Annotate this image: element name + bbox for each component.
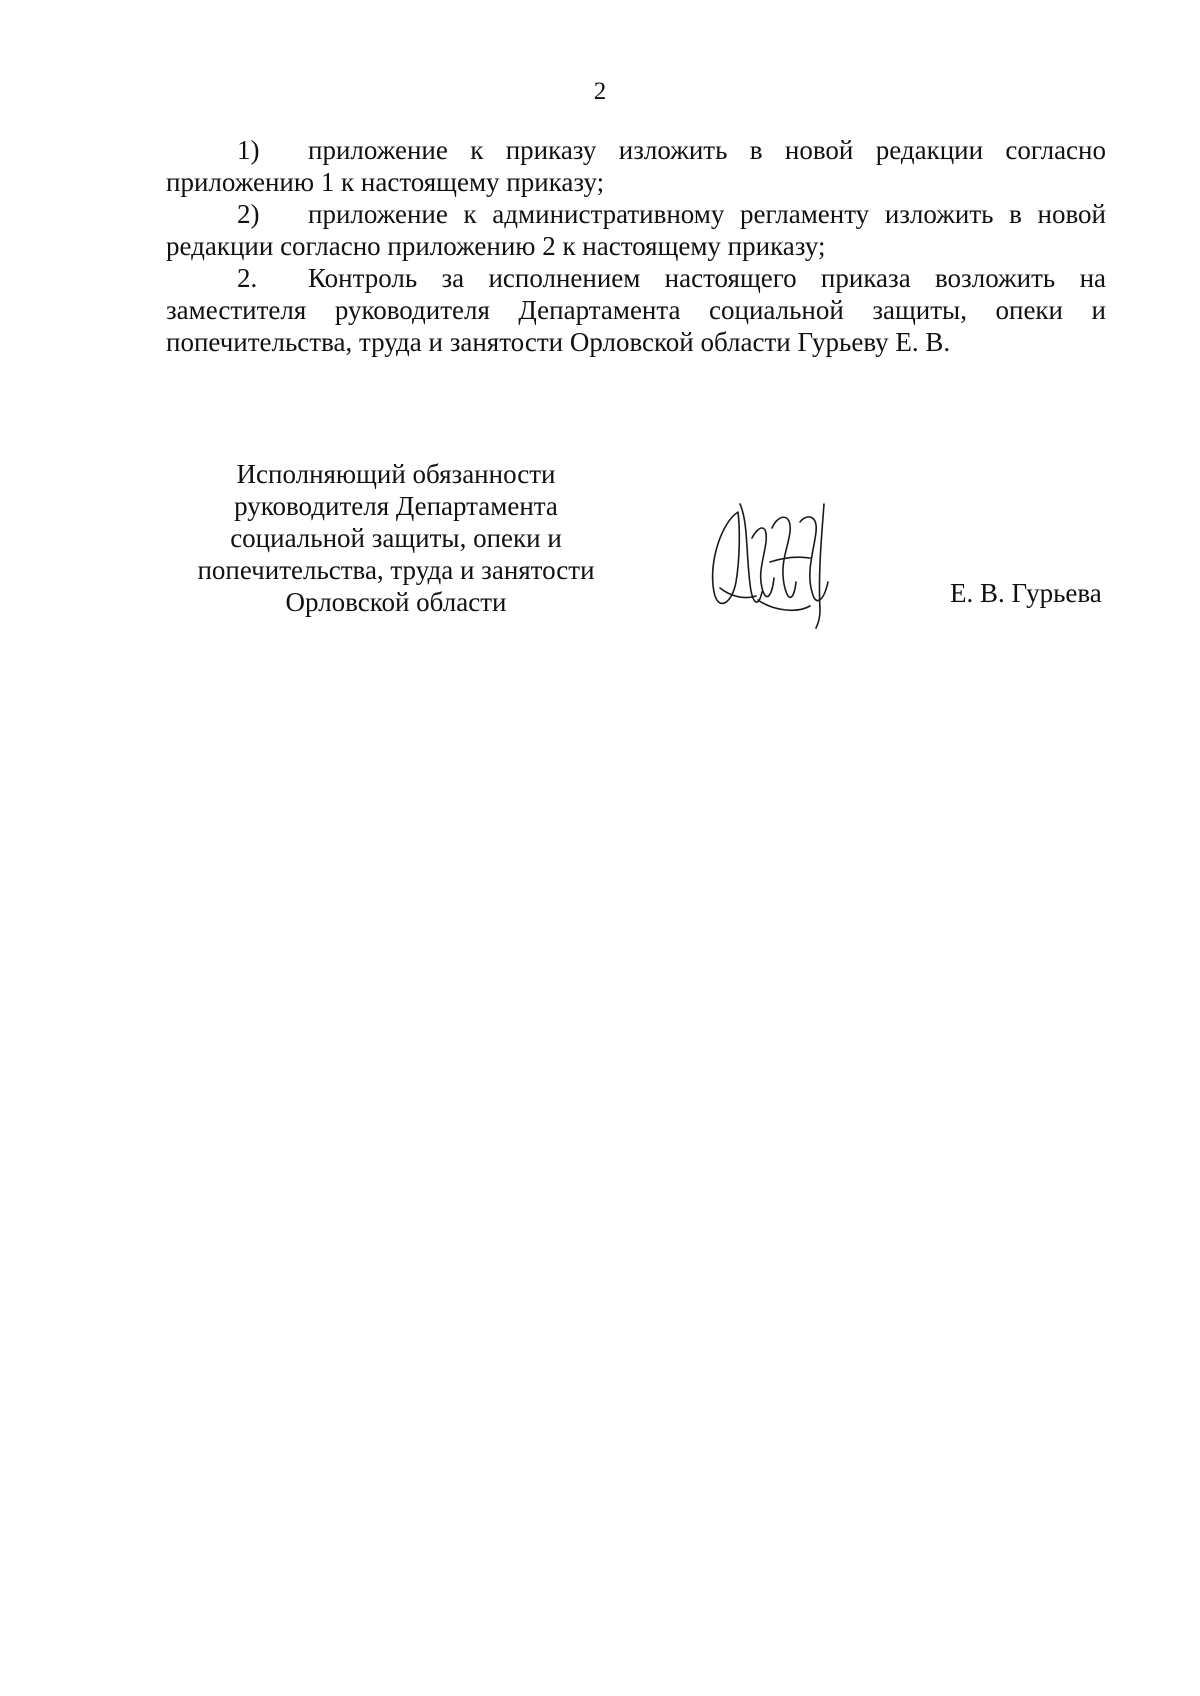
item-text-line: на заместителя руководителя Департамента социальной защиты, опеки bbox=[166, 263, 1107, 325]
position-line: Орловской области bbox=[285, 587, 507, 617]
order-item-3 bbox=[166, 262, 1106, 358]
order-item-2 bbox=[166, 198, 1106, 262]
handwritten-signature-icon bbox=[700, 492, 850, 632]
item-text-line: приложению 1 к настоящему приказу; bbox=[166, 167, 605, 197]
position-line: попечительства, труда и занятости bbox=[197, 555, 595, 585]
order-body-text bbox=[166, 134, 1106, 358]
item-number: 2. bbox=[237, 263, 258, 293]
position-line: социальной защиты, опеки и bbox=[230, 523, 562, 553]
item-text-line: Контроль за исполнением настоящего приказа возложить bbox=[308, 263, 1056, 293]
position-line: Исполняющий обязанности bbox=[236, 459, 556, 489]
item-text-line: редакции согласно приложению 2 к настоящему приказу; bbox=[166, 231, 826, 261]
item-text-line: приложение к приказу изложить в новой редакции согласно bbox=[308, 135, 1106, 165]
order-item-1 bbox=[166, 134, 1106, 198]
item-number: 1) bbox=[237, 135, 260, 165]
signer-name: Е. В. Гурьева bbox=[950, 578, 1102, 608]
signatory-position bbox=[186, 458, 606, 618]
item-number: 2) bbox=[237, 199, 260, 229]
page-number: 2 bbox=[593, 78, 607, 105]
position-line: руководителя Департамента bbox=[234, 491, 558, 521]
item-text-line: приложение к административному регламенту изложить в новой bbox=[308, 199, 1106, 229]
item-text-line: и попечительства, труда и занятости Орловской области Гурьеву Е. В. bbox=[166, 295, 1106, 357]
